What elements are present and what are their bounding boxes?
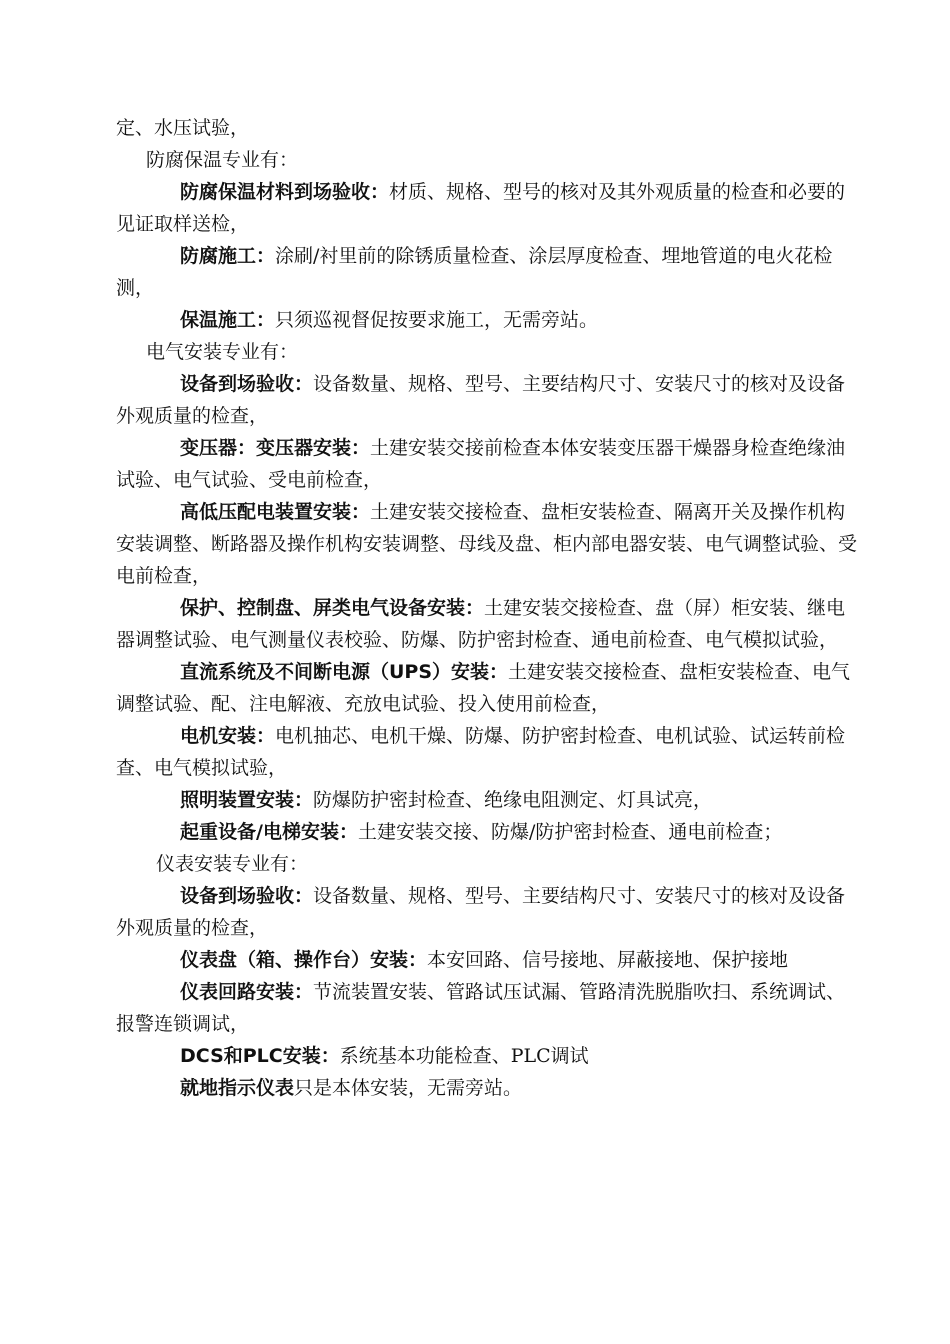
item-lead: 起重设备/电梯安装： [180,821,358,843]
paragraph-item [116,1040,864,1072]
item-text: 涂刷/衬里前的除锈质量检查、涂层厚度检查、埋地管道的电火花检测， [116,245,833,299]
item-text: 设备数量、规格、型号、主要结构尺寸、安装尺寸的核对及设备外观质量的检查， [116,373,846,427]
item-lead: 直流系统及不间断电源（UPS）安装： [180,661,509,683]
item-text: 土建安装交接检查、盘柜安装检查、隔离开关及操作机构安装调整、断路器及操作机构安装调整、母线及盘、柜内部电器安装、电气调整试验、受电前检查， [116,501,858,587]
paragraph-item [116,880,864,944]
item-lead: 仪表回路安装： [180,981,314,1003]
item-lead: 照明装置安装： [180,789,314,811]
item-text: 材质、规格、型号的核对及其外观质量的检查和必要的见证取样送检， [116,181,846,235]
item-text: 土建安装交接检查、盘柜安装检查、电气调整试验、配、注电解液、充放电试验、投入使用前检查， [116,661,851,715]
section-heading-anticorrosion: 防腐保温专业有： [146,149,299,171]
item-text: 系统基本功能检查、PLC调试 [339,1045,589,1067]
paragraph-item [116,176,864,240]
paragraph-item [116,944,864,976]
item-lead: 保护、控制盘、屏类电气设备安装： [180,597,485,619]
paragraph-item [116,720,864,784]
section-heading-electrical: 电气安装专业有： [146,341,299,363]
paragraph-item [116,368,864,432]
paragraph-item [116,304,864,336]
paragraph-continuation: 定、水压试验， [116,117,250,139]
item-text: 只是本体安装，无需旁站。 [294,1077,523,1099]
item-lead: 防腐保温材料到场验收： [180,181,390,203]
paragraph-item [116,432,864,496]
paragraph-item [116,496,864,592]
item-lead: 高低压配电装置安装： [180,501,371,523]
item-lead: 就地指示仪表 [180,1077,295,1099]
paragraph-item [116,816,864,848]
paragraph-item [116,656,864,720]
document-body [116,112,864,1104]
item-text: 电机抽芯、电机干燥、防爆、防护密封检查、电机试验、试运转前检查、电气模拟试验， [116,725,846,779]
item-lead: DCS和PLC安装： [180,1045,340,1067]
item-text: 只须巡视督促按要求施工，无需旁站。 [275,309,599,331]
item-lead: 设备到场验收： [180,885,314,907]
item-lead: 设备到场验收： [180,373,314,395]
item-lead: 电机安装： [180,725,276,747]
item-text: 土建安装交接前检查本体安装变压器干燥器身检查绝缘油试验、电气试验、受电前检查， [116,437,846,491]
section-heading-instrument: 仪表安装专业有： [156,853,309,875]
item-lead: 保温施工： [180,309,276,331]
paragraph-item [116,592,864,656]
paragraph-item [116,784,864,816]
item-text: 土建安装交接、防爆/防护密封检查、通电前检查； [357,821,783,843]
item-lead: 变压器：变压器安装： [180,437,371,459]
item-text: 本安回路、信号接地、屏蔽接地、保护接地 [427,949,789,971]
item-lead: 防腐施工： [180,245,276,267]
item-lead: 仪表盘（箱、操作台）安装： [180,949,428,971]
paragraph-item [116,976,864,1040]
item-text: 土建安装交接检查、盘（屏）柜安装、继电器调整试验、电气测量仪表校验、防爆、防护密封检查、通电前检查、电气模拟试验， [116,597,846,651]
item-text: 节流装置安装、管路试压试漏、管路清洗脱脂吹扫、系统调试、报警连锁调试， [116,981,846,1035]
paragraph-item [116,240,864,304]
item-text: 设备数量、规格、型号、主要结构尺寸、安装尺寸的核对及设备外观质量的检查， [116,885,846,939]
paragraph-item [116,1072,864,1104]
item-text: 防爆防护密封检查、绝缘电阻测定、灯具试亮， [313,789,713,811]
